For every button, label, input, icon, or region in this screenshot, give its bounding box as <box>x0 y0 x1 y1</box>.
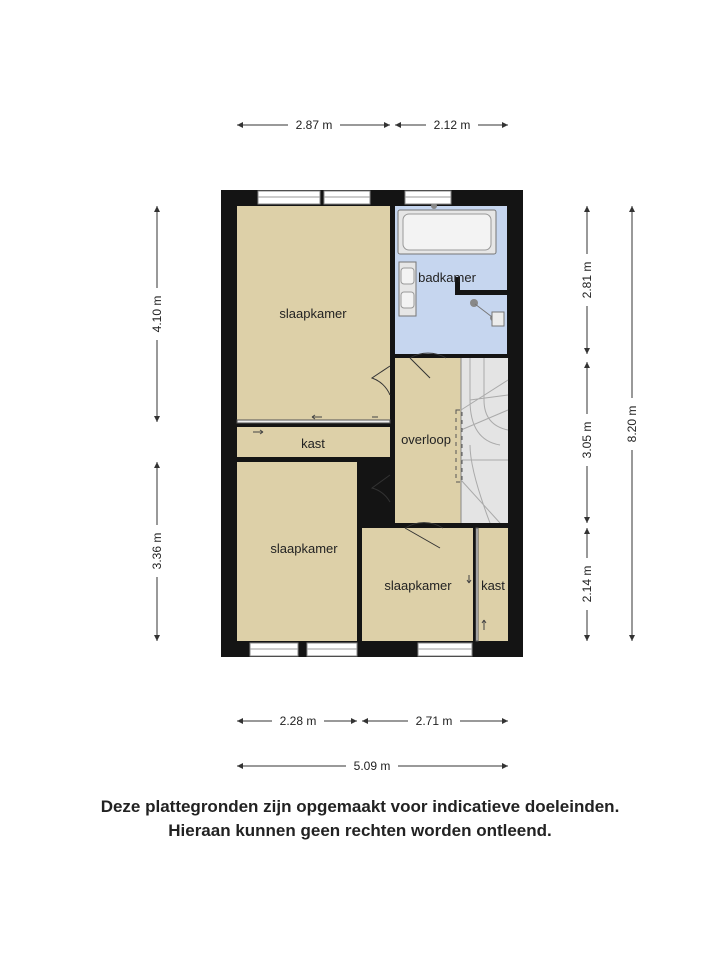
staircase <box>456 358 508 523</box>
dim-left-upper: 4.10 m <box>150 295 164 333</box>
sink <box>399 262 416 316</box>
label-closet-2: kast <box>481 578 505 593</box>
dim-bottom-total: 5.09 m <box>353 759 391 773</box>
dim-right-lower: 2.14 m <box>580 565 594 603</box>
bathtub <box>398 203 496 254</box>
shower-wall <box>455 290 508 295</box>
label-landing: overloop <box>401 432 451 447</box>
dim-top-left: 2.87 m <box>295 118 333 132</box>
dim-bottom-left: 2.28 m <box>279 714 317 728</box>
label-bedroom-2: slaapkamer <box>270 541 338 556</box>
toilet <box>492 312 504 326</box>
dim-right-upper: 2.81 m <box>580 261 594 299</box>
dim-bottom-right: 2.71 m <box>415 714 453 728</box>
disclaimer-line-1: Deze plattegronden zijn opgemaakt voor indicatieve doeleinden. <box>100 797 620 816</box>
label-bedroom-3: slaapkamer <box>384 578 452 593</box>
dim-right-middle: 3.05 m <box>580 421 594 459</box>
dim-right-total: 8.20 m <box>625 405 639 443</box>
label-bathroom: badkamer <box>418 270 476 285</box>
dim-left-lower: 3.36 m <box>150 532 164 570</box>
label-bedroom-1: slaapkamer <box>279 306 347 321</box>
dim-top-right: 2.12 m <box>433 118 471 132</box>
label-closet-1: kast <box>301 436 325 451</box>
disclaimer-line-2: Hieraan kunnen geen rechten worden ontleend. <box>168 821 552 840</box>
